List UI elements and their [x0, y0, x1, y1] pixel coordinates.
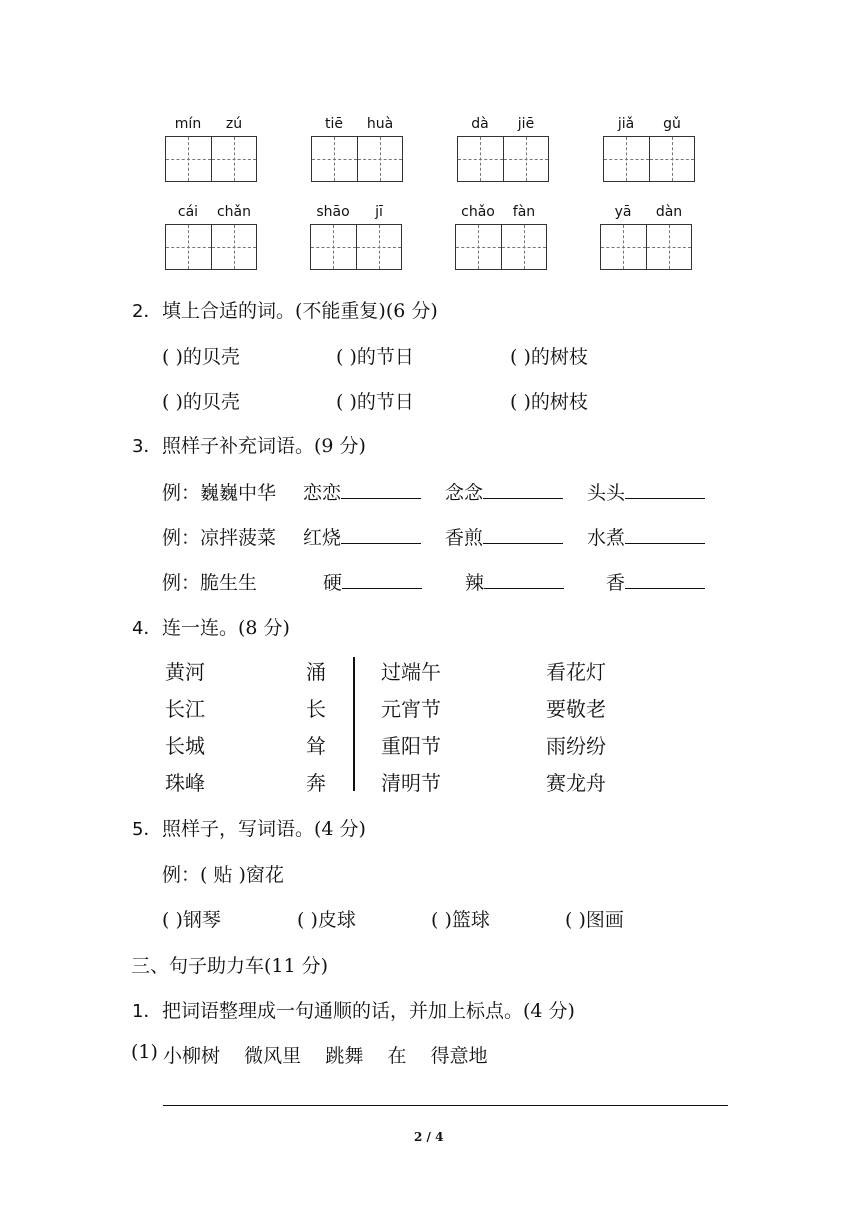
match-item[interactable]: 珠峰 — [165, 771, 205, 795]
fill-blank[interactable]: ( )的节日 — [336, 346, 414, 368]
match-item[interactable]: 过端午 — [381, 660, 441, 684]
question-number: 4． — [132, 618, 162, 639]
match-item[interactable]: 赛龙舟 — [546, 771, 606, 795]
word-blank[interactable]: 红烧 — [303, 523, 421, 550]
fill-blank[interactable]: ( )的贝壳 — [162, 346, 240, 368]
writing-grid[interactable] — [455, 224, 547, 270]
question-title: 连一连。(8 分) — [162, 617, 290, 639]
fill-blank[interactable]: ( )的节日 — [336, 391, 414, 413]
sub-question-label: (1) — [131, 1041, 158, 1063]
question-number: 3． — [132, 436, 162, 457]
question-title: 照样子，写词语。(4 分) — [162, 818, 366, 840]
match-item[interactable]: 耸 — [306, 734, 326, 758]
word-blank[interactable]: 念念 — [445, 478, 563, 505]
fill-blank[interactable]: ( )的树枝 — [510, 346, 588, 368]
question-title: 把词语整理成一句通顺的话，并加上标点。(4 分) — [162, 1000, 575, 1022]
word-blank[interactable]: 辣 — [465, 568, 564, 595]
writing-grid[interactable] — [165, 136, 257, 182]
example-text: 例：脆生生 — [162, 572, 258, 594]
writing-grid[interactable] — [600, 224, 692, 270]
match-item[interactable]: 黄河 — [165, 660, 205, 684]
fill-blank[interactable]: ( )图画 — [565, 909, 624, 931]
writing-grid[interactable] — [311, 136, 403, 182]
match-item[interactable]: 长江 — [165, 697, 205, 721]
match-item[interactable]: 看花灯 — [546, 660, 606, 684]
answer-line[interactable] — [163, 1105, 728, 1106]
match-item[interactable]: 长 — [306, 697, 326, 721]
word-blank[interactable]: 头头 — [587, 478, 705, 505]
word-blank[interactable]: 水煮 — [587, 523, 705, 550]
fill-blank[interactable]: ( )的树枝 — [510, 391, 588, 413]
question-title: 照样子补充词语。(9 分) — [162, 435, 366, 457]
match-item[interactable]: 长城 — [165, 734, 205, 758]
writing-grid[interactable] — [457, 136, 549, 182]
match-item[interactable]: 奔 — [306, 771, 326, 795]
fill-blank[interactable]: ( )篮球 — [431, 909, 490, 931]
match-item[interactable]: 要敬老 — [546, 697, 606, 721]
question-number: 2． — [132, 301, 162, 322]
fill-blank[interactable]: ( )钢琴 — [162, 909, 221, 931]
writing-grid[interactable] — [165, 224, 257, 270]
writing-grid[interactable] — [310, 224, 402, 270]
word-blank[interactable]: 硬 — [323, 568, 422, 595]
question-number: 1． — [132, 1001, 162, 1022]
pinyin-label: yā dàn — [614, 204, 683, 220]
pinyin-label: chǎo fàn — [461, 204, 536, 220]
match-item[interactable]: 重阳节 — [381, 734, 441, 758]
pinyin-label: shāo jī — [316, 204, 383, 220]
pinyin-label: tiē huà — [325, 116, 394, 132]
pinyin-label: cái chǎn — [177, 204, 252, 220]
pinyin-label: jiǎ gǔ — [617, 116, 681, 132]
page-number: 2 / 4 — [414, 1130, 444, 1144]
question-number: 5． — [132, 819, 162, 840]
writing-grid[interactable] — [603, 136, 695, 182]
fill-blank[interactable]: ( )的贝壳 — [162, 391, 240, 413]
match-item[interactable]: 涌 — [306, 660, 326, 684]
pinyin-label: mín zú — [174, 116, 243, 132]
example-text: 例：巍巍中华 — [162, 482, 277, 504]
match-item[interactable]: 元宵节 — [381, 697, 441, 721]
pinyin-label: dà jiē — [471, 116, 535, 132]
question-title: 填上合适的词。(不能重复)(6 分) — [162, 300, 438, 322]
match-item[interactable]: 清明节 — [381, 771, 441, 795]
example-text: 例：( 贴 )窗花 — [162, 864, 284, 886]
word-blank[interactable]: 香煎 — [445, 523, 563, 550]
fill-blank[interactable]: ( )皮球 — [297, 909, 356, 931]
match-item[interactable]: 雨纷纷 — [546, 734, 606, 758]
word-blank[interactable]: 香 — [606, 568, 705, 595]
word-list: 小柳树 微风里 跳舞 在 得意地 — [163, 1045, 488, 1067]
section-heading: 三、句子助力车(11 分) — [131, 955, 329, 977]
example-text: 例：凉拌菠菜 — [162, 527, 277, 549]
word-blank[interactable]: 恋恋 — [303, 478, 421, 505]
divider-line — [353, 657, 355, 791]
